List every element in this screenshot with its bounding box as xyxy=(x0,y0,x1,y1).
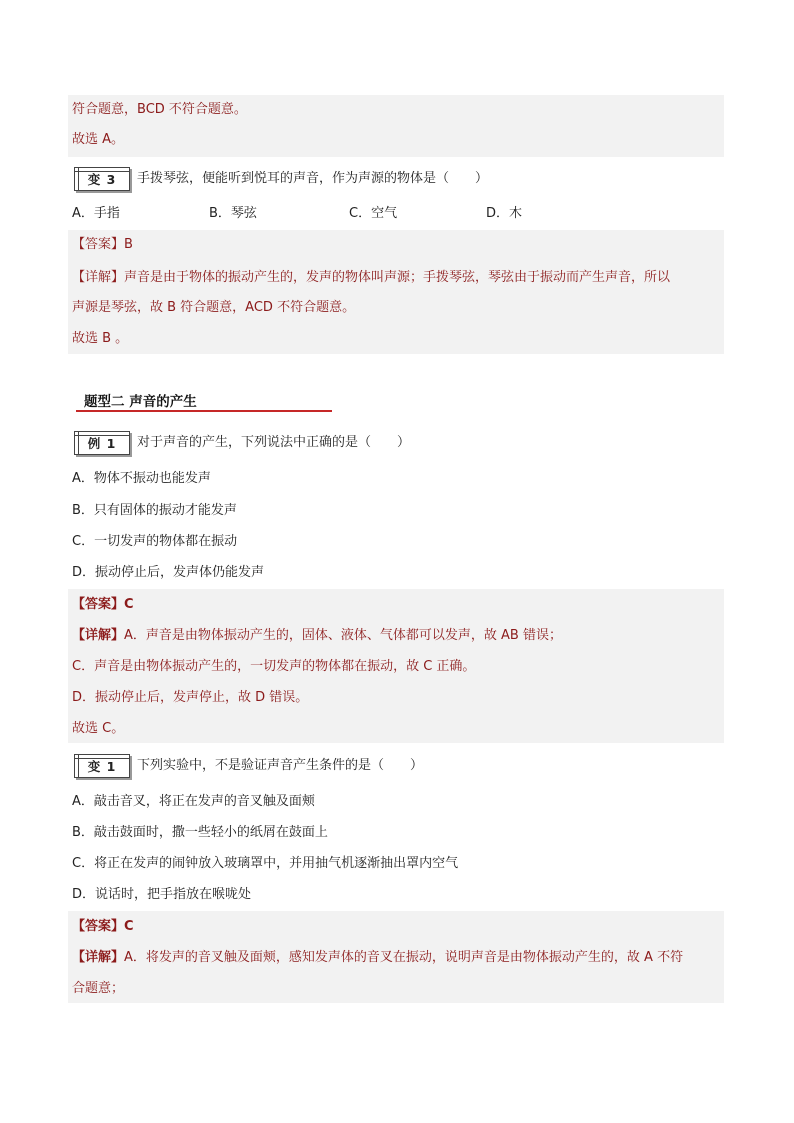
option-d: D．振动停止后，发声体仍能发声 xyxy=(72,565,265,580)
section-title: 题型二 声音的产生 xyxy=(84,394,197,410)
detail-line-1: 【详解】声音是由于物体的振动产生的，发声的物体叫声源；手拨琴弦，琴弦由于振动而产生声音，所以 xyxy=(72,270,671,285)
answer-label: 【答案】C xyxy=(72,597,134,612)
question-tag: 变 1 xyxy=(74,754,130,778)
prev-detail-line: 符合题意，BCD 不符合题意。 xyxy=(72,102,247,117)
conclusion: 故选 C。 xyxy=(72,721,125,736)
detail-line-1: 【详解】A．将发声的音叉触及面颊，感知发声体的音叉在振动，说明声音是由物体振动产生的，故 A 不符 xyxy=(72,950,684,965)
answer-label: 【答案】C xyxy=(72,919,134,934)
option-c: C．将正在发声的闹钟放入玻璃罩中，并用抽气机逐渐抽出罩内空气 xyxy=(72,856,459,871)
question-tag: 例 1 xyxy=(74,431,130,455)
option-d: D．木 xyxy=(486,206,523,221)
option-c: C．一切发声的物体都在振动 xyxy=(72,534,238,549)
option-a: A．敲击音叉，将正在发声的音叉触及面颊 xyxy=(72,794,315,809)
detail-line-2: 声源是琴弦，故 B 符合题意，ACD 不符合题意。 xyxy=(72,300,356,315)
answer-shade xyxy=(68,230,724,354)
option-d: D．说话时，把手指放在喉咙处 xyxy=(72,887,252,902)
question-text: 手拨琴弦，便能听到悦耳的声音，作为声源的物体是（ ） xyxy=(137,171,489,186)
detail-label: 【详解】 xyxy=(72,628,125,643)
detail-line-1: 【详解】A．声音是由物体振动产生的，固体、液体、气体都可以发声，故 AB 错误； xyxy=(72,628,562,643)
option-a: A．物体不振动也能发声 xyxy=(72,471,211,486)
option-b: B．敲击鼓面时，撒一些轻小的纸屑在鼓面上 xyxy=(72,825,328,840)
detail-line-3: D．振动停止后，发声停止，故 D 错误。 xyxy=(72,690,309,705)
question-text: 下列实验中，不是验证声音产生条件的是（ ） xyxy=(137,758,424,773)
prev-conclusion: 故选 A。 xyxy=(72,132,125,147)
question-text: 对于声音的产生，下列说法中正确的是（ ） xyxy=(137,435,411,450)
conclusion: 故选 B 。 xyxy=(72,331,129,346)
option-b: B．琴弦 xyxy=(209,206,257,221)
detail-line-2: 合题意； xyxy=(72,981,125,996)
section-divider xyxy=(76,410,332,412)
options-row xyxy=(72,205,712,223)
question-tag: 变 3 xyxy=(74,167,130,191)
detail-line-2: C．声音是由物体振动产生的，一切发声的物体都在振动，故 C 正确。 xyxy=(72,659,476,674)
option-c: C．空气 xyxy=(349,206,398,221)
option-a: A．手指 xyxy=(72,206,120,221)
answer-label: 【答案】B xyxy=(72,237,133,252)
option-b: B．只有固体的振动才能发声 xyxy=(72,503,237,518)
detail-label: 【详解】 xyxy=(72,950,125,965)
detail-label: 【详解】 xyxy=(72,270,125,285)
